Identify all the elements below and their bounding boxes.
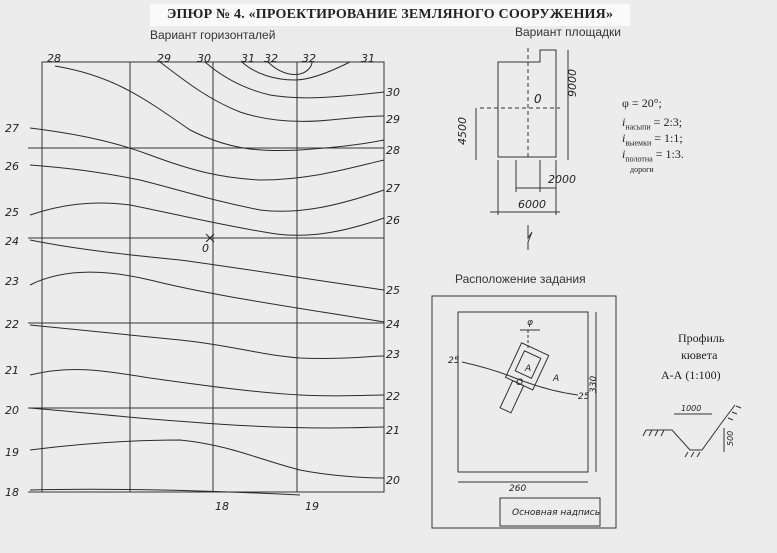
param-fill-value: = 2:3; (653, 115, 683, 129)
site-zero-mark: 0 (534, 92, 542, 106)
ditch-section: А-А (1:100) (661, 368, 721, 382)
site-variant-caption: Вариант площадки (515, 25, 621, 39)
contour-zero-mark: 0 (202, 242, 209, 255)
param-road-value: = 1:3. (655, 147, 684, 161)
label-right-25: 25 (386, 284, 400, 297)
param-cut-value: = 1:1; (654, 131, 683, 145)
label-bottom-19: 19 (305, 500, 319, 513)
dim-2000: 2000 (548, 173, 576, 186)
param-fill-sub: насыпи (625, 122, 651, 132)
ditch-title-1: Профиль (678, 331, 725, 345)
param-phi: φ = 20°; (622, 96, 662, 110)
label-right-24: 24 (386, 318, 400, 331)
ditch-hatch-bottom (685, 452, 700, 457)
ditch-dim-1000: 1000 (681, 404, 702, 413)
label-left-22: 22 (5, 318, 19, 331)
dim-6000: 6000 (518, 198, 546, 211)
dim-4500: 4500 (456, 117, 469, 145)
label-left-24: 24 (5, 235, 19, 248)
param-fill-symbol: i (622, 115, 626, 129)
label-right-27: 27 (386, 182, 400, 195)
label-right-20: 20 (386, 474, 400, 487)
label-right-23: 23 (386, 348, 400, 361)
param-cut-sub: выемки (625, 138, 652, 148)
layout-section-a1: A (525, 364, 532, 374)
param-road-symbol: i (622, 147, 626, 161)
label-left-21: 21 (5, 364, 19, 377)
label-top-29: 29 (157, 52, 171, 65)
contour-plan-caption: Вариант горизонталей (150, 28, 276, 42)
ditch-dim-500: 500 (726, 430, 735, 446)
layout-phi: φ (527, 318, 533, 328)
param-road-sub2: дороги (630, 165, 654, 174)
layout-caption: Расположение задания (455, 272, 586, 286)
layout-dim-330: 330 (589, 375, 599, 393)
layout-section-a2: A (553, 374, 560, 384)
label-right-22: 22 (386, 390, 400, 403)
label-right-21: 21 (386, 424, 400, 437)
label-top-30: 30 (197, 52, 211, 65)
label-top-32a: 32 (264, 52, 278, 65)
param-cut-symbol: i (622, 131, 626, 145)
label-left-27: 27 (5, 122, 19, 135)
label-left-18: 18 (5, 486, 19, 499)
sheet-title: ЭПЮР № 4. «ПРОЕКТИРОВАНИЕ ЗЕМЛЯНОГО СООРУЖЕНИЯ» (150, 4, 630, 26)
layout-stamp-label: Основная надпись (512, 508, 601, 518)
layout-zero-mark: O (516, 378, 524, 388)
label-right-29: 29 (386, 113, 400, 126)
label-left-20: 20 (5, 404, 19, 417)
label-top-32b: 32 (302, 52, 316, 65)
layout-label-25-left: 25 (448, 356, 460, 366)
ditch-title-2: кювета (681, 348, 718, 362)
label-right-28: 28 (386, 144, 400, 157)
label-left-25: 25 (5, 206, 19, 219)
layout-label-25-right: 25 (578, 392, 590, 402)
label-top-31b: 31 (361, 52, 375, 65)
ditch-hatch-right (728, 406, 741, 420)
label-left-26: 26 (5, 160, 19, 173)
label-right-26: 26 (386, 214, 400, 227)
param-road-sub: полотна (625, 154, 653, 164)
dim-9000: 9000 (566, 69, 579, 97)
layout-dim-260: 260 (509, 484, 527, 494)
label-top-31: 31 (241, 52, 255, 65)
label-top-28: 28 (47, 52, 61, 65)
label-left-19: 19 (5, 446, 19, 459)
ditch-hatch-left (643, 430, 664, 436)
label-bottom-18: 18 (215, 500, 229, 513)
label-left-23: 23 (5, 275, 19, 288)
label-right-30: 30 (386, 86, 400, 99)
